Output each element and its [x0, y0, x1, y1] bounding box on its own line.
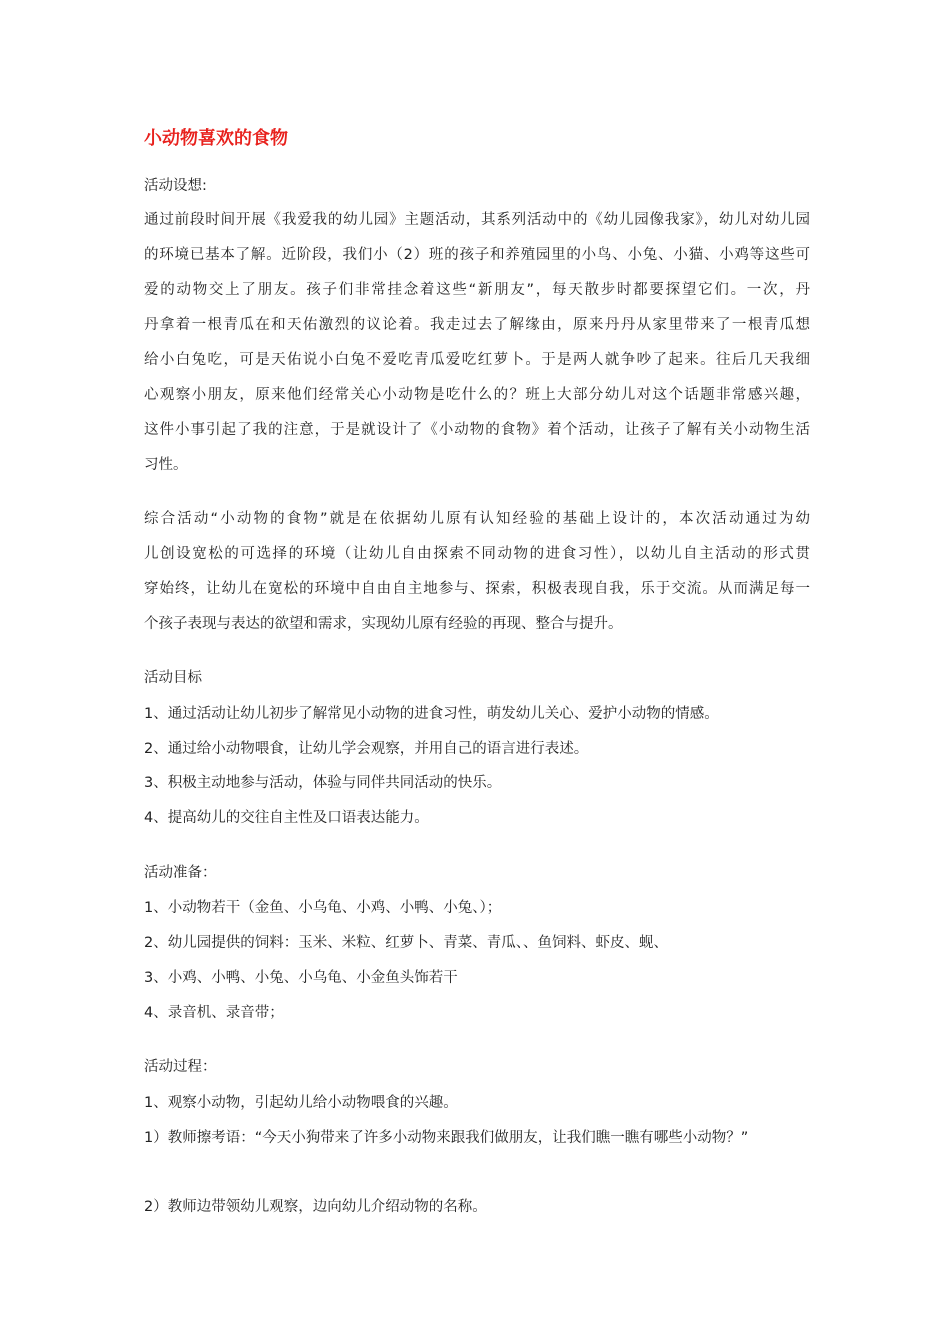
paragraph-line: 习性。	[144, 457, 188, 473]
prep-item: 1、小动物若干（金鱼、小乌龟、小鸡、小鸭、小兔、）；	[144, 900, 502, 916]
document-title: 小动物喜欢的食物	[144, 128, 288, 149]
section-heading-goals: 活动目标	[144, 670, 202, 686]
paragraph-line: 的环境已基本了解。近阶段，我们小（2）班的孩子和养殖园里的小鸟、小兔、小猫、小鸡等这些可	[144, 247, 810, 263]
paragraph-line: 儿创设宽松的可选择的环境（让幼儿自由探索不同动物的进食习性），以幼儿自主活动的形式贯	[144, 546, 810, 562]
paragraph-line: 个孩子表现与表达的欲望和需求，实现幼儿原有经验的再现、整合与提升。	[144, 616, 623, 632]
section-heading-prep: 活动准备：	[144, 865, 217, 881]
paragraph-line: 心观察小朋友，原来他们经常关心小动物是吃什么的？班上大部分幼儿对这个话题非常感兴趣，	[144, 387, 810, 403]
paragraph-line: 综合活动“小动物的食物”就是在依据幼儿原有认知经验的基础上设计的，本次活动通过为幼	[144, 511, 810, 527]
paragraph-line: 通过前段时间开展《我爱我的幼儿园》主题活动，其系列活动中的《幼儿园像我家》，幼儿对幼儿园	[144, 212, 810, 228]
prep-item: 3、小鸡、小鸭、小兔、小乌龟、小金鱼头饰若干	[144, 970, 458, 986]
process-item: 1、观察小动物，引起幼儿给小动物喂食的兴趣。	[144, 1095, 458, 1111]
goal-item: 2、通过给小动物喂食，让幼儿学会观察，并用自己的语言进行表述。	[144, 741, 589, 757]
paragraph-line: 这件小事引起了我的注意，于是就设计了《小动物的食物》着个活动，让孩子了解有关小动物生活	[144, 422, 810, 438]
paragraph-line: 爱的动物交上了朋友。孩子们非常挂念着这些“新朋友”，每天散步时都要探望它们。一次，丹	[144, 282, 810, 298]
section-heading-idea: 活动设想:	[144, 178, 207, 194]
prep-item: 2、幼儿园提供的饲料：玉米、米粒、红萝卜、青菜、青瓜、、鱼饲料、虾皮、蚬、	[144, 935, 668, 951]
goal-item: 1、通过活动让幼儿初步了解常见小动物的进食习性，萌发幼儿关心、爱护小动物的情感。	[144, 706, 719, 722]
goal-item: 3、积极主动地参与活动，体验与同伴共同活动的快乐。	[144, 775, 502, 791]
process-item: 2）教师边带领幼儿观察，边向幼儿介绍动物的名称。	[144, 1199, 487, 1215]
paragraph-line: 给小白兔吃，可是天佑说小白兔不爱吃青瓜爱吃红萝卜。于是两人就争吵了起来。往后几天我细	[144, 352, 810, 368]
paragraph-line: 穿始终，让幼儿在宽松的环境中自由自主地参与、探索，积极表现自我，乐于交流。从而满足每一	[144, 581, 810, 597]
process-item: 1）教师擦考语：“今天小狗带来了许多小动物来跟我们做朋友，让我们瞧一瞧有哪些小动物？”	[144, 1130, 749, 1146]
section-heading-process: 活动过程：	[144, 1059, 217, 1075]
prep-item: 4、录音机、录音带；	[144, 1005, 284, 1021]
paragraph-line: 丹拿着一根青瓜在和天佑激烈的议论着。我走过去了解缘由，原来丹丹从家里带来了一根青瓜想	[144, 317, 810, 333]
goal-item: 4、提高幼儿的交往自主性及口语表达能力。	[144, 810, 429, 826]
